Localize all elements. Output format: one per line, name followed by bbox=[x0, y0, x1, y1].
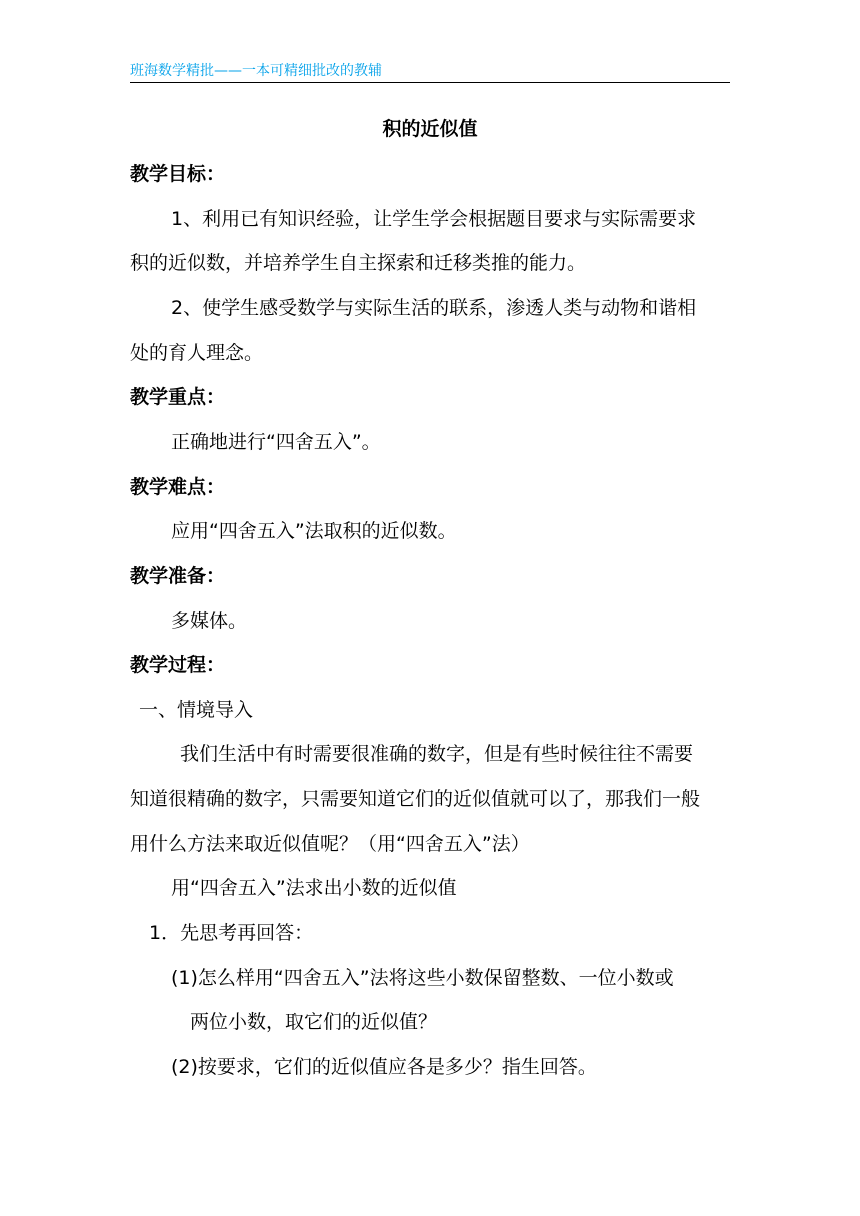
goal-2-line-1: 2、使学生感受数学与实际生活的联系，渗透人类与动物和谐相 bbox=[171, 297, 697, 319]
page-title: 积的近似值 bbox=[382, 118, 478, 140]
header-divider bbox=[130, 82, 730, 83]
key-points-heading: 教学重点： bbox=[130, 386, 226, 408]
method-text: 用“四舍五入”法求出小数的近似值 bbox=[171, 877, 457, 899]
goals-heading: 教学目标： bbox=[130, 163, 226, 185]
intro-line-2: 知道很精确的数字，只需要知道它们的近似值就可以了，那我们一般 bbox=[130, 788, 701, 810]
question-1-line-1: (1)怎么样用“四舍五入”法将这些小数保留整数、一位小数或 bbox=[171, 967, 674, 989]
goal-1-line-2: 积的近似数，并培养学生自主探索和迁移类推的能力。 bbox=[130, 252, 587, 274]
header-text: 班海数学精批——一本可精细批改的教辅 bbox=[130, 63, 382, 79]
goal-1-line-1: 1、利用已有知识经验，让学生学会根据题目要求与实际需要求 bbox=[171, 208, 697, 230]
step-1-text: 1．先思考再回答： bbox=[149, 922, 314, 944]
page-header bbox=[130, 62, 730, 84]
question-2-text: (2)按要求，它们的近似值应各是多少？指生回答。 bbox=[171, 1056, 597, 1078]
question-1-line-2: 两位小数，取它们的近似值？ bbox=[190, 1011, 438, 1033]
preparation-heading: 教学准备： bbox=[130, 565, 226, 587]
part-1-heading: 一、情境导入 bbox=[139, 699, 254, 721]
intro-line-1: 我们生活中有时需要很准确的数字，但是有些时候往往不需要 bbox=[180, 743, 694, 765]
goal-2-line-2: 处的育人理念。 bbox=[130, 342, 264, 364]
key-points-text: 正确地进行“四舍五入”。 bbox=[171, 431, 381, 453]
preparation-text: 多媒体。 bbox=[171, 610, 248, 632]
process-heading: 教学过程： bbox=[130, 654, 226, 676]
difficulty-text: 应用“四舍五入”法取积的近似数。 bbox=[171, 520, 457, 542]
intro-line-3: 用什么方法来取近似值呢？（用“四舍五入”法） bbox=[130, 833, 530, 855]
difficulty-heading: 教学难点： bbox=[130, 476, 226, 498]
